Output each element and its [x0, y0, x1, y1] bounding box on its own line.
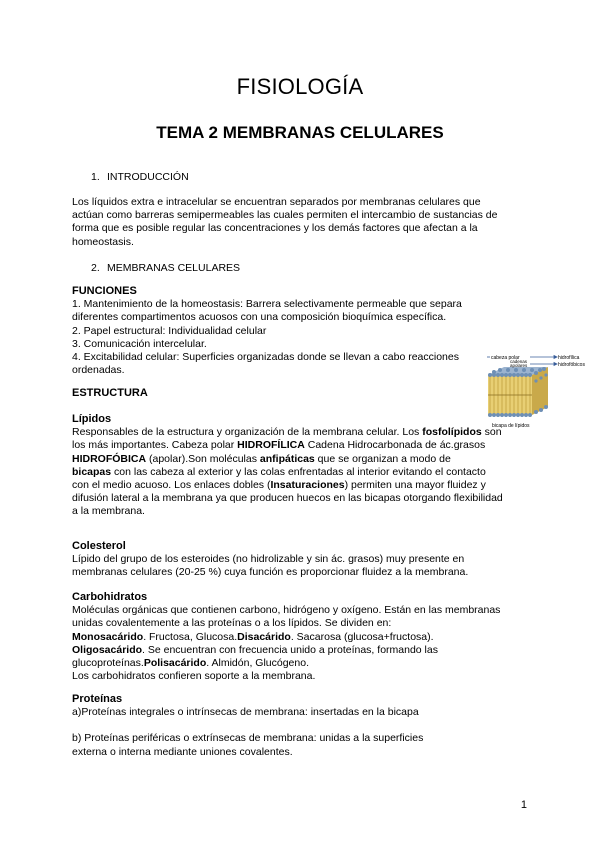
text-line: 3. Comunicación intercelular. — [72, 337, 207, 350]
text-line: a la membrana. — [72, 505, 145, 518]
lipidos-section — [72, 413, 532, 519]
proteinas-heading: Proteínas — [72, 693, 123, 705]
text-span: glucoproteínas. — [72, 657, 144, 670]
figure-label-hydrophilic: hidrofílica — [558, 355, 580, 361]
text-line: forma que es posible regular las concentraciones y los demás factores que afectan a la — [72, 222, 478, 235]
section-heading-introduccion — [91, 171, 189, 183]
text-line: 2. Papel estructural: Individualidad celular — [72, 324, 267, 337]
estructura-heading: ESTRUCTURA — [72, 387, 148, 399]
text-line — [72, 631, 532, 644]
text-line: 1. Mantenimiento de la homeostasis: Barrera selectivamente permeable que separa — [72, 298, 462, 311]
text-line: diferentes compartimentos acuosos con una composición bioquímica específica. — [72, 311, 447, 324]
bold-term: Monosacárido — [72, 630, 144, 643]
section-heading-label: INTRODUCCIÓN — [107, 171, 189, 183]
colesterol-heading: Colesterol — [72, 540, 126, 552]
lipidos-heading: Lípidos — [72, 413, 112, 425]
bold-term: Polisacárido — [143, 657, 207, 670]
text-line: b) Proteínas periféricas o extrínsecas de membrana: unidas a la superficies — [72, 732, 424, 745]
text-line: Moléculas orgánicas que contienen carbono, hidrógeno y oxígeno. Están en las membranas — [72, 604, 501, 617]
text-span: . Almidón, Glucógeno. — [206, 657, 309, 670]
figure-caption: bicapa de lípidos — [492, 423, 530, 429]
text-line: homeostasis. — [72, 235, 134, 248]
document-subtitle: TEMA 2 MEMBRANAS CELULARES — [156, 123, 444, 142]
text-line — [72, 657, 532, 670]
page-number: 1 — [520, 799, 527, 811]
figure-label-head: cabeza polar — [491, 355, 520, 361]
text-line: difusión lateral a la membrana ya que producen huecos en las bicapas otorgando flexibilidad — [72, 492, 503, 505]
carbohidratos-section — [72, 591, 532, 683]
section-heading-label: MEMBRANAS CELULARES — [107, 262, 241, 274]
text-line: actúan como barreras semipermeables las cuales permiten el intercambio de sustancias de — [72, 209, 498, 222]
colesterol-section — [72, 540, 532, 580]
bold-term: Insaturaciones — [270, 479, 345, 492]
document-title: FISIOLOGÍA — [236, 74, 364, 99]
text-line — [72, 644, 532, 657]
text-span: con el medio acuoso. Los enlaces dobles ( — [72, 479, 271, 492]
text-span: (apolar).Son moléculas — [146, 452, 260, 465]
text-line: 4. Excitabilidad celular: Superficies organizadas donde se llevan a cabo reacciones — [72, 351, 459, 364]
text-line: a)Proteínas integrales o intrínsecas de membrana: insertadas en la bicapa — [72, 706, 419, 719]
text-span: los más importantes. Cabeza polar — [72, 439, 238, 452]
intro-paragraph — [72, 196, 532, 249]
blank-line — [72, 719, 532, 732]
section-number: 1. — [91, 171, 100, 183]
bilayer-graphic — [488, 367, 548, 417]
funciones-section — [72, 285, 532, 377]
text-line: ordenadas. — [72, 364, 125, 377]
text-line — [72, 466, 532, 479]
text-span: . Se encuentran con frecuencia unido a proteínas, formando las — [142, 643, 438, 656]
estructura-heading-block — [72, 387, 532, 400]
bold-term: Oligosacárido — [72, 643, 143, 656]
text-span: ) permiten una mayor fluidez y — [344, 479, 486, 492]
figure-label-hydrophobic: hidrofóbicos — [558, 362, 585, 368]
text-line — [72, 453, 532, 466]
proteinas-section — [72, 693, 532, 759]
text-line — [72, 426, 532, 439]
text-span: que se organizan a modo de — [314, 452, 451, 465]
text-span: son — [481, 426, 502, 439]
bold-term: Disacárido — [237, 630, 291, 643]
text-span: Cadena Hidrocarbonada de ác.grasos — [304, 439, 486, 452]
bold-term: bicapas — [72, 465, 112, 478]
section-number: 2. — [91, 262, 100, 274]
figure-label-chains-2: apolares — [510, 363, 528, 368]
text-line — [72, 479, 532, 492]
text-line: Lípido del grupo de los esteroides (no hidrolizable y sin ác. grasos) muy presente en — [72, 553, 465, 566]
bold-term: anfipáticas — [259, 452, 315, 465]
text-span: Responsables de la estructura y organización de la membrana celular. Los — [72, 426, 423, 439]
text-line: Los líquidos extra e intracelular se encuentran separados por membranas celulares que — [72, 196, 481, 208]
carbohidratos-heading: Carbohidratos — [72, 591, 148, 603]
text-line — [72, 439, 532, 452]
text-line: membranas celulares (20-25 %) cuya función es proporcionar fluidez a la membrana. — [72, 566, 469, 579]
text-line: externa o interna mediante uniones covalentes. — [72, 745, 293, 758]
funciones-heading: FUNCIONES — [72, 285, 137, 297]
bold-term: fosfolípidos — [422, 426, 482, 439]
text-span: con las cabeza al exterior y las colas enfrentadas al interior evitando el contacto — [111, 465, 486, 478]
text-span: . Fructosa, Glucosa. — [143, 630, 238, 643]
text-line: Los carbohidratos confieren soporte a la membrana. — [72, 670, 316, 683]
bold-term: HIDROFÓBICA — [72, 452, 147, 465]
section-heading-membranas — [91, 262, 240, 274]
text-line: unidas covalentemente a las proteínas o a los lípidos. Se dividen en: — [72, 617, 392, 630]
bold-term: HIDROFÍLICA — [237, 439, 305, 452]
text-span: . Sacarosa (glucosa+fructosa). — [290, 630, 434, 643]
figure-label-chains: cadenas — [510, 359, 528, 364]
